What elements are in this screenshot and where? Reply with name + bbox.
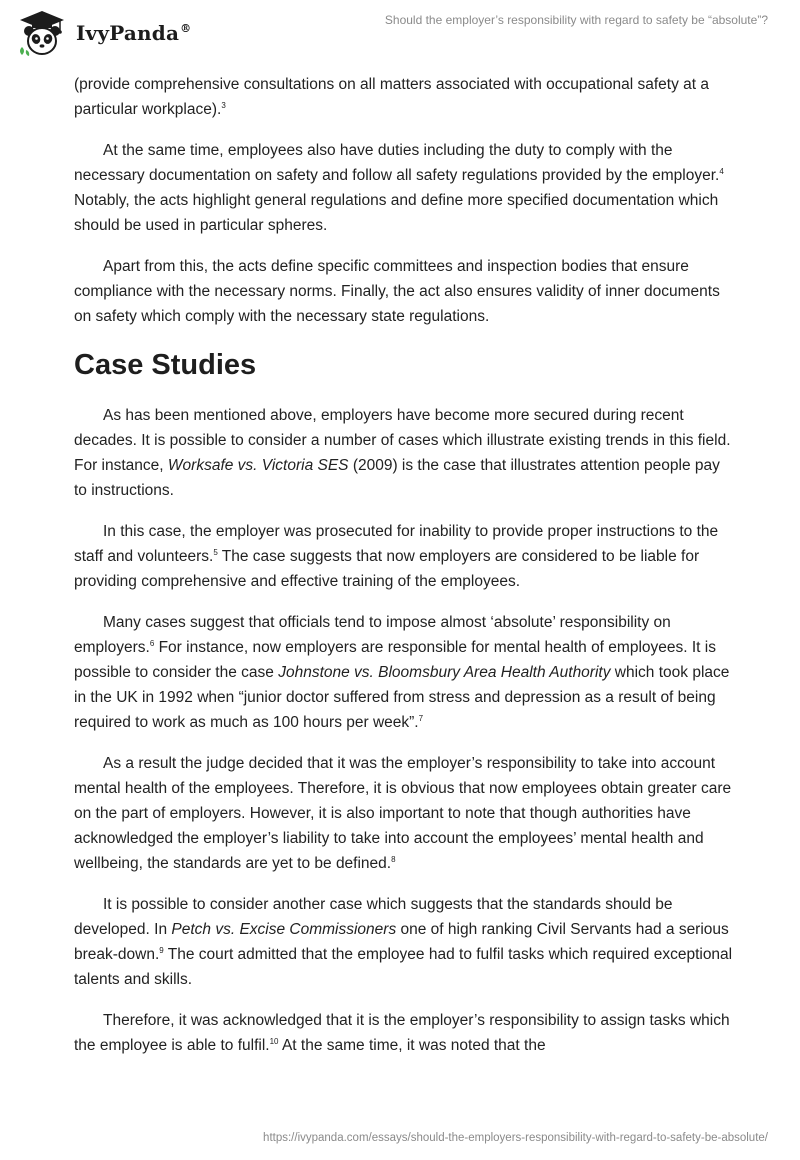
- paragraph: Many cases suggest that officials tend to impose almost ‘absolute’ responsibility on employers.$^6$ For instance, now employers are responsible for mental health of employees. It is possible to consider the case Johnstone vs. Bloomsbury Area Health Authority which took place in the UK in 1992 when “junior doctor suffered from stress and depression as a result of being required to work as much as 100 hours per week”.$^7$: [74, 614, 730, 731]
- paragraph: It is possible to consider another case which suggests that the standards should be developed. In Petch vs. Excise Commissioners one of high ranking Civil Servants had a serious break-down.$^9$ The court admitted that the employee had to fulfil tasks which required exceptional talents and skills.: [74, 896, 733, 988]
- article-body: [74, 72, 734, 1074]
- document-title: Should the employer’s responsibility with regard to safety be “absolute”?: [384, 13, 768, 27]
- brand-logo[interactable]: [16, 8, 226, 58]
- paragraph: As has been mentioned above, employers have become more secured during recent decades. It is possible to consider a number of cases which illustrate existing trends in this field. For instance, Worksafe vs. Victoria SES (2009) is the case that illustrates attention people pay to instructions.: [74, 407, 731, 499]
- paragraph: Therefore, it was acknowledged that it is the employer’s responsibility to assign tasks which the employee is able to fulfil.$^{10}$ At the same time, it was noted that the: [74, 1012, 730, 1054]
- footnote-ref[interactable]: 6: [149, 638, 155, 648]
- paragraph: As a result the judge decided that it was the employer’s responsibility to take into account mental health of the employees. Therefore, it is obvious that now employees obtain greater care on the part of employers. However, it is also important to note that though authorities have acknowledged the employer’s liability to take into account the employees’ mental health and wellbeing, the standards are yet to be defined.$^8$: [74, 755, 732, 872]
- source-url[interactable]: https://ivypanda.com/essays/should-the-employers-responsibility-with-regard-to-safety-be-absolute/: [263, 1132, 768, 1144]
- case-name: Petch vs. Excise Commissioners: [171, 921, 397, 938]
- paragraph: Apart from this, the acts define specific committees and inspection bodies that ensure compliance with the necessary norms. Finally, the act also ensures validity of inner documents on safety which comply with the necessary state regulations.: [74, 258, 720, 325]
- footnote-ref[interactable]: 7: [418, 713, 424, 723]
- footnote-ref[interactable]: 5: [213, 547, 218, 557]
- footnote-ref[interactable]: 4: [719, 166, 724, 176]
- case-name: Johnstone vs. Bloomsbury Area Health Authority: [278, 664, 611, 681]
- panda-logo-icon: [16, 9, 68, 57]
- case-name: Worksafe vs. Victoria SES: [167, 457, 349, 474]
- footnote-ref[interactable]: 8: [391, 854, 396, 864]
- footnote-ref[interactable]: 9: [159, 945, 164, 955]
- footnote-ref[interactable]: 3: [221, 100, 226, 110]
- section-heading: Case Studies: [74, 349, 257, 381]
- footnote-ref[interactable]: 10: [269, 1036, 279, 1046]
- brand-name: IvyPanda®: [76, 21, 192, 45]
- page-header: [0, 0, 800, 64]
- paragraph: (provide comprehensive consultations on all matters associated with occupational safety at a particular workplace).$^3$: [74, 76, 709, 118]
- paragraph: At the same time, employees also have duties including the duty to comply with the necessary documentation on safety and follow all safety regulations provided by the employer.$^4$ Notably, the acts highlight general regulations and define more specified documentation which should be used in particular spheres.: [74, 142, 724, 234]
- paragraph: In this case, the employer was prosecuted for inability to provide proper instructions to the staff and volunteers.$^5$ The case suggests that now employers are considered to be liable for providing comprehensive and effective training of the employees.: [74, 523, 719, 590]
